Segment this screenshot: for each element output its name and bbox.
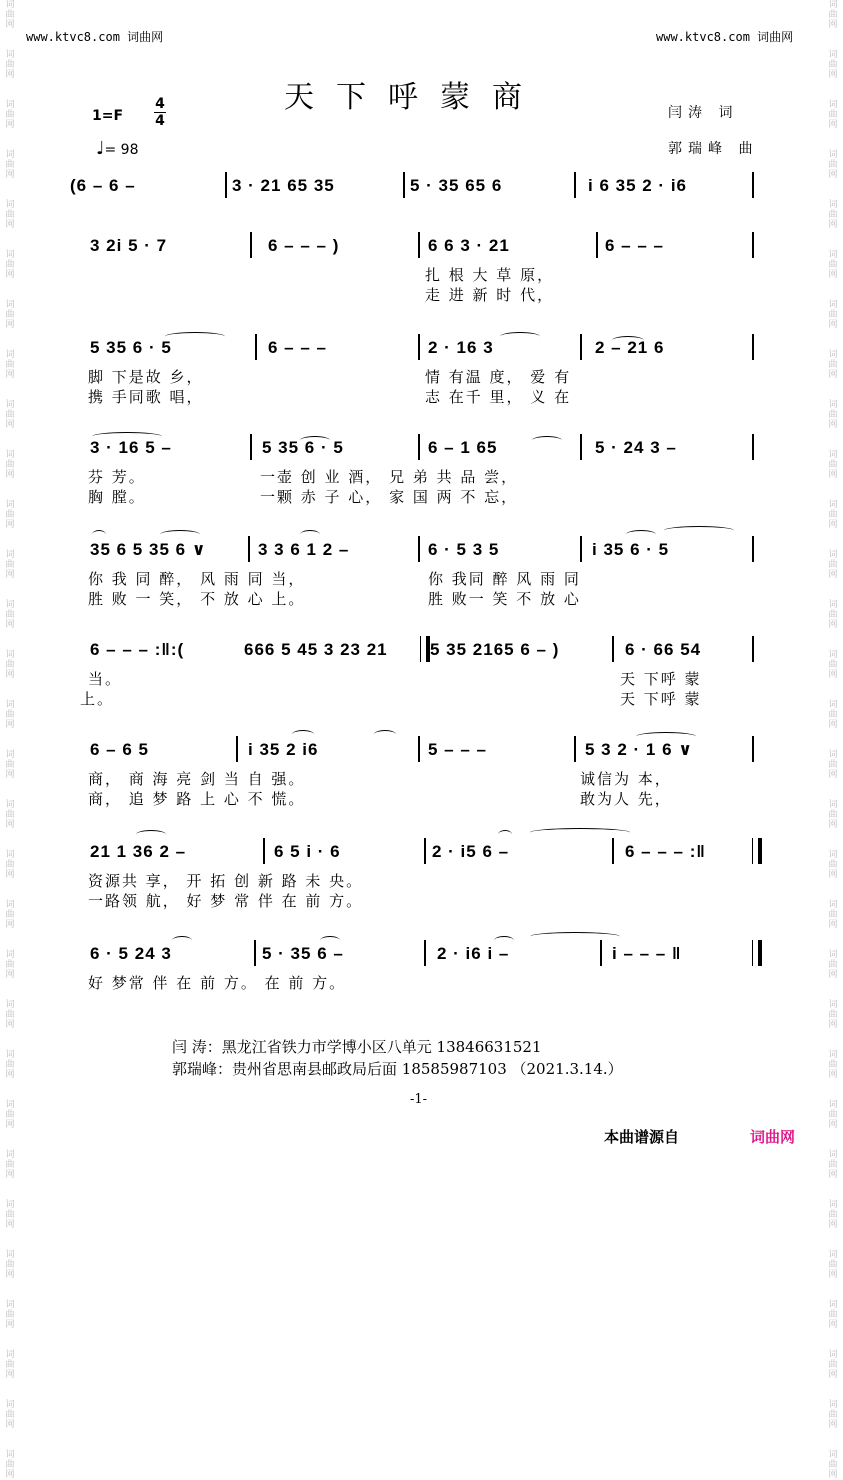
notation-measure: 5 – – –: [428, 740, 487, 759]
double-barline: [420, 636, 430, 662]
source-label: 本曲谱源自: [604, 1128, 680, 1146]
notation-measure: 21 1 36 2 –: [90, 842, 187, 861]
slur-tie: [300, 530, 320, 539]
notation-measure: 2 · i5 6 –: [432, 842, 510, 861]
notation-measure: 35 6 5 35 6 ∨: [90, 540, 207, 559]
barline: [418, 536, 420, 562]
lyric-verse-2: 胸 膛。: [88, 488, 146, 506]
slur-tie: [160, 530, 200, 539]
barline: [250, 434, 252, 460]
notation-measure: 6 – – – ): [268, 236, 340, 255]
barline: [418, 334, 420, 360]
notation-measure: i – – – ‖: [612, 944, 682, 963]
lyric-verse-1: 诚信为 本，: [580, 770, 672, 788]
lyric-verse-1: 商， 商 海 亮 剑 当 自 强。: [88, 770, 306, 788]
lyric-verse-2: 携 手同歌 唱，: [88, 388, 204, 406]
lyric-verse-2: 上。: [80, 690, 115, 708]
notation-measure: 2 · 16 3: [428, 338, 494, 357]
barline: [225, 172, 227, 198]
page-number: -1-: [410, 1092, 428, 1107]
notation-measure: i 35 6 · 5: [592, 540, 670, 559]
time-signature-top: 4: [155, 96, 165, 112]
slur-tie: [374, 730, 396, 739]
notation-measure: 6 · 66 54: [625, 640, 702, 659]
lyric-verse-1: 天 下呼 蒙: [620, 670, 702, 688]
notation-measure: 3 2i 5 · 7: [90, 236, 168, 255]
lyric-verse-2: 志 在千 里， 义 在: [425, 388, 572, 406]
barline: [752, 434, 754, 460]
lyric-verse-1: 资源共 享， 开 拓 创 新 路 未 央。: [88, 872, 364, 890]
notation-measure: 5 · 24 3 –: [595, 438, 677, 457]
tempo-value: = 98: [104, 142, 139, 158]
notation-measure: 5 35 6 · 5: [262, 438, 344, 457]
barline: [752, 536, 754, 562]
lyric-verse-1: 你 我 同 醉， 风 雨 同 当，: [88, 570, 306, 588]
lyric-verse-2: 胜 败一 笑 不 放 心: [428, 590, 581, 608]
slur-tie: [498, 830, 512, 839]
slur-tie: [500, 332, 540, 341]
notation-measure: 3 3 6 1 2 –: [258, 540, 350, 559]
slur-tie: [92, 530, 106, 539]
header-watermark-left: www.ktvc8.com 词曲网: [26, 30, 164, 44]
barline: [236, 736, 238, 762]
notation-measure: 5 · 35 65 6: [410, 176, 503, 195]
notation-measure: i 35 2 i6: [248, 740, 319, 759]
slur-tie: [664, 526, 734, 535]
notation-measure: 5 3 2 · 1 6 ∨: [585, 740, 694, 759]
notation-measure: 6 5 i · 6: [274, 842, 341, 861]
slur-tie: [136, 830, 166, 839]
notation-measure: 6 · 5 3 5: [428, 540, 500, 559]
barline: [403, 172, 405, 198]
right-side-watermark: 词 曲 网 词 曲 网 词 曲 网 词 曲 网 词 曲 网 词 曲 网 词 曲 网 词 曲 网 词 曲 网 词 曲 网 词 曲 网 词 曲 网 词 曲 网 词 曲 网 词 曲 网 词 曲 网 词 曲 网 词 曲 网 词 曲 网 词 曲 网 词 曲 网 词 曲 网 词 曲 网 词 曲 网 词 曲 网 词 曲 网 词 曲 网 词 曲 网 词 曲 网 词 曲 网: [828, 0, 838, 1480]
time-signature-bottom: 4: [155, 113, 165, 129]
barline: [752, 736, 754, 762]
slur-tie: [292, 730, 314, 739]
lyric-verse-2: 走 进 新 时 代，: [425, 286, 555, 304]
notation-measure: 666 5 45 3 23 21: [244, 640, 388, 659]
composer-contact: 郭瑞峰：贵州省思南县邮政局后面 18585987103 （2021.3.14.）: [172, 1060, 623, 1078]
lyric-verse-1: 情 有温 度， 爱 有: [425, 368, 572, 386]
lyric-verse-2: 一颗 赤 子 心， 家 国 两 不 忘，: [260, 488, 519, 506]
barline: [596, 232, 598, 258]
notation-measure: 6 – – – :‖: [625, 842, 706, 861]
barline: [418, 232, 420, 258]
tempo-marking: [96, 138, 139, 159]
barline: [580, 434, 582, 460]
slur-tie: [636, 732, 696, 741]
double-barline: [752, 838, 762, 864]
lyric-verse-2: 天 下呼 蒙: [620, 690, 702, 708]
lyric-verse-1: 好 梦常 伴 在 前 方。 在 前 方。: [88, 974, 347, 992]
slur-tie: [626, 530, 656, 539]
lyric-verse-1: 当。: [88, 670, 123, 688]
notation-measure: 3 · 16 5 –: [90, 438, 172, 457]
time-signature: [154, 96, 166, 129]
double-barline: [752, 940, 762, 966]
notation-measure: 5 35 2165 6 – ): [430, 640, 560, 659]
song-title: 天下呼蒙商: [284, 80, 544, 115]
notation-measure: 5 · 35 6 –: [262, 944, 344, 963]
left-side-watermark: 词 曲 网 词 曲 网 词 曲 网 词 曲 网 词 曲 网 词 曲 网 词 曲 网 词 曲 网 词 曲 网 词 曲 网 词 曲 网 词 曲 网 词 曲 网 词 曲 网 词 曲 网 词 曲 网 词 曲 网 词 曲 网 词 曲 网 词 曲 网 词 曲 网 词 曲 网 词 曲 网 词 曲 网 词 曲 网 词 曲 网 词 曲 网 词 曲 网 词 曲 网 词 曲 网: [5, 0, 15, 1480]
notation-measure: i 6 35 2 · i6: [588, 176, 687, 195]
barline: [248, 536, 250, 562]
slur-tie: [612, 336, 644, 345]
slur-tie: [530, 932, 620, 941]
barline: [612, 838, 614, 864]
lyric-verse-1: 芬 芳。: [88, 468, 146, 486]
barline: [250, 232, 252, 258]
slur-tie: [92, 432, 162, 441]
notation-measure: 6 – – – :‖:(: [90, 640, 185, 659]
barline: [418, 434, 420, 460]
barline: [600, 940, 602, 966]
lyricist-contact: 闫 涛：黑龙江省铁力市学博小区八单元 13846631521: [172, 1038, 542, 1056]
source-brand-link[interactable]: 词曲网: [750, 1128, 796, 1146]
slur-tie: [172, 936, 192, 945]
barline: [580, 536, 582, 562]
notation-measure: 6 – – –: [268, 338, 327, 357]
slur-tie: [320, 936, 340, 945]
lyric-verse-2: 胜 败 一 笑， 不 放 心 上。: [88, 590, 306, 608]
slur-tie: [532, 436, 562, 445]
slur-tie: [494, 936, 514, 945]
notation-measure: 2 · i6 i –: [437, 944, 510, 963]
notation-measure: 6 – 6 5: [90, 740, 149, 759]
barline: [254, 940, 256, 966]
lyric-verse-2: 一路领 航， 好 梦 常 伴 在 前 方。: [88, 892, 364, 910]
lyric-verse-1: 脚 下是故 乡，: [88, 368, 204, 386]
slur-tie: [165, 332, 225, 341]
lyricist-credit: 闫涛 词: [668, 105, 739, 121]
quarter-note-icon: ♩: [96, 138, 105, 159]
barline: [752, 636, 754, 662]
barline: [752, 334, 754, 360]
barline: [424, 838, 426, 864]
notation-measure: 6 · 5 24 3: [90, 944, 172, 963]
barline: [612, 636, 614, 662]
slur-tie: [530, 828, 630, 837]
notation-measure: 6 6 3 · 21: [428, 236, 510, 255]
barline: [574, 172, 576, 198]
notation-measure: 5 35 6 · 5: [90, 338, 172, 357]
barline: [418, 736, 420, 762]
lyric-verse-1: 你 我同 醉 风 雨 同: [428, 570, 581, 588]
barline: [255, 334, 257, 360]
barline: [574, 736, 576, 762]
barline: [580, 334, 582, 360]
lyric-verse-2: 商， 追 梦 路 上 心 不 慌。: [88, 790, 306, 808]
notation-measure: 6 – – –: [605, 236, 664, 255]
barline: [752, 172, 754, 198]
notation-measure: (6 – 6 –: [70, 176, 136, 195]
key-signature: 1=F: [92, 108, 124, 124]
barline: [424, 940, 426, 966]
slur-tie: [300, 436, 330, 445]
barline: [263, 838, 265, 864]
notation-measure: 3 · 21 65 35: [232, 176, 335, 195]
header-watermark-right: www.ktvc8.com 词曲网: [656, 30, 794, 44]
lyric-verse-1: 扎 根 大 草 原，: [425, 266, 555, 284]
notation-measure: 6 – 1 65: [428, 438, 498, 457]
barline: [752, 232, 754, 258]
composer-credit: 郭瑞峰 曲: [668, 141, 759, 157]
notation-measure: 2 – 21 6: [595, 338, 665, 357]
lyric-verse-2: 敢为人 先，: [580, 790, 672, 808]
lyric-verse-1: 一壶 创 业 酒， 兄 弟 共 品 尝，: [260, 468, 519, 486]
